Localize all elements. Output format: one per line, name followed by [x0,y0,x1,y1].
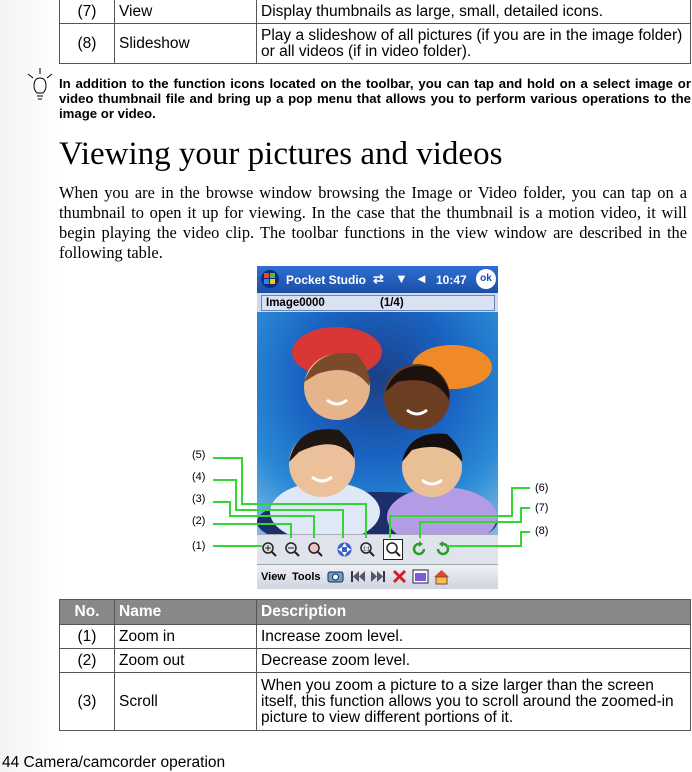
menu-view[interactable]: View [261,571,286,583]
section-heading: Viewing your pictures and videos [59,136,503,172]
image-index: (1/4) [380,297,404,309]
cell-name: Zoom in [115,625,257,649]
header-name: Name [115,600,257,625]
toolbar-functions-table [59,599,691,731]
cell-name: Scroll [115,673,257,731]
clock[interactable]: 10:47 [436,273,467,287]
callout-label-4: (4) [192,471,206,483]
cell-no: (8) [60,24,115,64]
header-description: Description [257,600,691,625]
table-row [60,649,691,673]
table-header-row [60,600,691,625]
callout-label-1: (1) [192,540,206,552]
connectivity-icon[interactable]: ⇄ [373,271,384,286]
callout-line-4 [213,480,343,538]
app-title: Pocket Studio [286,273,367,287]
ok-button[interactable]: ok [476,269,496,289]
cell-name: View [115,0,257,24]
header-no: No. [60,600,115,625]
menu-tools[interactable]: Tools [292,571,321,583]
cell-desc: Decrease zoom level. [257,649,691,673]
callout-line-8 [447,532,530,546]
signal-icon[interactable]: ▼ [395,271,408,286]
cell-desc: Play a slideshow of all pictures (if you are in the image folder) or all videos (if in video folder). [257,24,691,64]
cell-desc: Increase zoom level. [257,625,691,649]
callout-label-6: (6) [535,482,549,494]
cell-name: Slideshow [115,24,257,64]
cell-no: (2) [60,649,115,673]
cell-name: Zoom out [115,649,257,673]
svg-text:1:1: 1:1 [363,546,370,553]
body-paragraph: When you are in the browse window browsing the Image or Video folder, you can tap on a thumbnail to open it up for viewing. In the case that the thumbnail is a motion video, it will begin playing the video clip. The toolbar functions in the view window are described in the following table. [59,183,687,262]
cell-no: (7) [60,0,115,24]
volume-icon[interactable]: ◄ [415,271,428,286]
table-row [60,625,691,649]
callout-label-8: (8) [535,525,549,537]
callout-line-6 [390,488,530,538]
cell-no: (3) [60,673,115,731]
tip-text: In addition to the function icons located on the toolbar, you can tap and hold on a select image or video thumbnail file and bring up a pop menu that allows you to perform various operations to the image or video. [59,76,691,121]
cell-desc: When you zoom a picture to a size larger than the screen itself, this function allows you to scroll around the zoomed-in picture to view different portions of it. [257,673,691,731]
callout-label-7: (7) [535,502,549,514]
callout-label-5: (5) [192,449,206,461]
callout-label-2: (2) [192,515,206,527]
callout-line-7 [420,508,530,538]
cell-desc: Display thumbnails as large, small, detailed icons. [257,0,691,24]
callout-label-3: (3) [192,493,206,505]
table-row [60,673,691,731]
page-footer: 44 Camera/camcorder operation [2,754,226,771]
cell-no: (1) [60,625,115,649]
callout-line-2 [213,524,291,538]
callout-line-3 [213,502,314,538]
image-name: Image0000 [266,297,325,309]
